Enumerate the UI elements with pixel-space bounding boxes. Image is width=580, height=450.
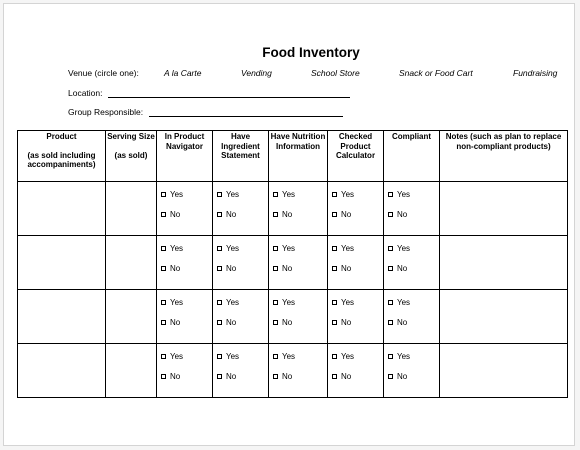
yes-label: Yes bbox=[226, 297, 240, 307]
header-product-label: Product bbox=[46, 132, 77, 141]
notes-cell[interactable] bbox=[440, 236, 568, 290]
no-option[interactable] bbox=[217, 317, 268, 327]
checkbox-icon[interactable] bbox=[217, 354, 222, 359]
yes-no-group bbox=[269, 236, 327, 273]
header-serving-size bbox=[106, 131, 157, 182]
checkbox-icon[interactable] bbox=[217, 266, 222, 271]
yes-label: Yes bbox=[226, 189, 240, 199]
yes-no-group bbox=[213, 290, 268, 327]
venue-option-school-store[interactable]: School Store bbox=[311, 68, 360, 78]
document-title: Food Inventory bbox=[262, 45, 360, 60]
checkbox-icon[interactable] bbox=[388, 212, 393, 217]
no-option[interactable] bbox=[332, 317, 383, 327]
checkbox-icon[interactable] bbox=[217, 246, 222, 251]
no-option[interactable] bbox=[161, 371, 212, 381]
no-option[interactable] bbox=[332, 263, 383, 273]
yes-option[interactable] bbox=[161, 297, 212, 307]
header-serving-size-label: Serving Size bbox=[107, 132, 155, 141]
yes-label: Yes bbox=[170, 189, 184, 199]
yes-label: Yes bbox=[282, 189, 296, 199]
yes-no-group bbox=[328, 182, 383, 219]
yes-option[interactable] bbox=[161, 189, 212, 199]
header-in-product-navigator: In Product Navigator bbox=[157, 131, 213, 182]
no-option[interactable] bbox=[388, 317, 439, 327]
header-product-calculator: Checked Product Calculator bbox=[328, 131, 384, 182]
no-option[interactable] bbox=[161, 263, 212, 273]
yes-label: Yes bbox=[226, 243, 240, 253]
yes-no-group bbox=[269, 290, 327, 327]
yes-label: Yes bbox=[397, 351, 411, 361]
yes-option[interactable] bbox=[217, 243, 268, 253]
checkbox-icon[interactable] bbox=[161, 266, 166, 271]
checkbox-icon[interactable] bbox=[161, 212, 166, 217]
yes-no-group bbox=[157, 290, 212, 327]
yes-no-cell bbox=[157, 344, 213, 398]
yes-label: Yes bbox=[341, 351, 355, 361]
location-label: Location: bbox=[68, 88, 103, 98]
checkbox-icon[interactable] bbox=[388, 266, 393, 271]
serving-size-cell[interactable] bbox=[106, 290, 157, 344]
no-option[interactable] bbox=[217, 263, 268, 273]
yes-option[interactable] bbox=[273, 351, 327, 361]
checkbox-icon[interactable] bbox=[332, 320, 337, 325]
yes-option[interactable] bbox=[332, 189, 383, 199]
yes-option[interactable] bbox=[388, 189, 439, 199]
checkbox-icon[interactable] bbox=[273, 192, 278, 197]
yes-option[interactable] bbox=[273, 243, 327, 253]
no-label: No bbox=[282, 263, 293, 273]
header-nutrition-information: Have Nutrition Information bbox=[269, 131, 328, 182]
yes-option[interactable] bbox=[273, 297, 327, 307]
checkbox-icon[interactable] bbox=[388, 354, 393, 359]
serving-size-cell[interactable] bbox=[106, 236, 157, 290]
group-responsible-input-line[interactable] bbox=[149, 107, 343, 117]
notes-cell[interactable] bbox=[440, 290, 568, 344]
no-option[interactable] bbox=[388, 263, 439, 273]
group-responsible-label: Group Responsible: bbox=[68, 107, 144, 117]
product-cell[interactable] bbox=[18, 344, 106, 398]
yes-no-group bbox=[213, 236, 268, 273]
table-row bbox=[18, 290, 568, 344]
yes-option[interactable] bbox=[217, 297, 268, 307]
checkbox-icon[interactable] bbox=[217, 300, 222, 305]
no-label: No bbox=[397, 371, 408, 381]
checkbox-icon[interactable] bbox=[217, 320, 222, 325]
yes-option[interactable] bbox=[217, 189, 268, 199]
yes-option[interactable] bbox=[273, 189, 327, 199]
notes-cell[interactable] bbox=[440, 182, 568, 236]
yes-label: Yes bbox=[341, 189, 355, 199]
no-label: No bbox=[341, 371, 352, 381]
yes-option[interactable] bbox=[332, 351, 383, 361]
header-notes: Notes (such as plan to replace non-compliant products) bbox=[440, 131, 568, 182]
yes-label: Yes bbox=[170, 243, 184, 253]
yes-no-group bbox=[384, 290, 439, 327]
yes-no-group bbox=[157, 236, 212, 273]
yes-label: Yes bbox=[282, 351, 296, 361]
checkbox-icon[interactable] bbox=[273, 300, 278, 305]
checkbox-icon[interactable] bbox=[388, 374, 393, 379]
no-option[interactable] bbox=[273, 371, 327, 381]
product-cell[interactable] bbox=[18, 290, 106, 344]
yes-option[interactable] bbox=[388, 351, 439, 361]
checkbox-icon[interactable] bbox=[388, 320, 393, 325]
no-label: No bbox=[226, 209, 237, 219]
yes-no-cell bbox=[157, 182, 213, 236]
no-label: No bbox=[282, 317, 293, 327]
no-option[interactable] bbox=[273, 317, 327, 327]
no-label: No bbox=[170, 263, 181, 273]
checkbox-icon[interactable] bbox=[273, 374, 278, 379]
checkbox-icon[interactable] bbox=[273, 266, 278, 271]
no-label: No bbox=[397, 263, 408, 273]
checkbox-icon[interactable] bbox=[161, 354, 166, 359]
header-product-sub: (as sold including accompaniments) bbox=[27, 150, 96, 169]
venue-option-fundraising[interactable]: Fundraising bbox=[513, 68, 558, 78]
checkbox-icon[interactable] bbox=[273, 354, 278, 359]
venue-label: Venue (circle one): bbox=[68, 68, 139, 78]
no-label: No bbox=[226, 317, 237, 327]
yes-no-group bbox=[328, 344, 383, 381]
yes-label: Yes bbox=[397, 243, 411, 253]
no-label: No bbox=[226, 371, 237, 381]
yes-no-cell bbox=[269, 182, 328, 236]
yes-no-cell bbox=[384, 344, 440, 398]
yes-option[interactable] bbox=[161, 243, 212, 253]
inventory-table bbox=[17, 130, 568, 398]
no-label: No bbox=[170, 371, 181, 381]
yes-label: Yes bbox=[341, 297, 355, 307]
checkbox-icon[interactable] bbox=[161, 246, 166, 251]
no-label: No bbox=[282, 371, 293, 381]
table-row bbox=[18, 182, 568, 236]
serving-size-cell[interactable] bbox=[106, 344, 157, 398]
checkbox-icon[interactable] bbox=[217, 192, 222, 197]
yes-label: Yes bbox=[282, 297, 296, 307]
header-serving-size-sub: (as sold) bbox=[114, 150, 148, 160]
yes-option[interactable] bbox=[332, 243, 383, 253]
serving-size-cell[interactable] bbox=[106, 182, 157, 236]
checkbox-icon[interactable] bbox=[161, 374, 166, 379]
yes-no-group bbox=[328, 290, 383, 327]
no-label: No bbox=[397, 209, 408, 219]
no-option[interactable] bbox=[273, 209, 327, 219]
no-label: No bbox=[170, 209, 181, 219]
notes-cell[interactable] bbox=[440, 344, 568, 398]
venue-option-snack-cart[interactable]: Snack or Food Cart bbox=[399, 68, 473, 78]
yes-label: Yes bbox=[170, 351, 184, 361]
group-responsible-row bbox=[68, 107, 343, 117]
location-row bbox=[68, 88, 350, 98]
yes-label: Yes bbox=[397, 297, 411, 307]
venue-option-vending[interactable]: Vending bbox=[241, 68, 272, 78]
no-option[interactable] bbox=[161, 209, 212, 219]
no-option[interactable] bbox=[332, 371, 383, 381]
yes-no-group bbox=[213, 344, 268, 381]
product-cell[interactable] bbox=[18, 236, 106, 290]
yes-label: Yes bbox=[282, 243, 296, 253]
yes-option[interactable] bbox=[388, 243, 439, 253]
yes-no-cell bbox=[328, 236, 384, 290]
checkbox-icon[interactable] bbox=[332, 212, 337, 217]
yes-no-cell bbox=[384, 182, 440, 236]
checkbox-icon[interactable] bbox=[217, 374, 222, 379]
no-label: No bbox=[226, 263, 237, 273]
yes-no-group bbox=[328, 236, 383, 273]
no-option[interactable] bbox=[388, 371, 439, 381]
checkbox-icon[interactable] bbox=[332, 300, 337, 305]
no-label: No bbox=[282, 209, 293, 219]
yes-no-group bbox=[157, 182, 212, 219]
yes-no-group bbox=[269, 344, 327, 381]
yes-option[interactable] bbox=[217, 351, 268, 361]
checkbox-icon[interactable] bbox=[217, 212, 222, 217]
yes-no-cell bbox=[384, 236, 440, 290]
no-option[interactable] bbox=[332, 209, 383, 219]
checkbox-icon[interactable] bbox=[332, 192, 337, 197]
location-input-line[interactable] bbox=[108, 88, 350, 98]
checkbox-icon[interactable] bbox=[273, 320, 278, 325]
yes-label: Yes bbox=[397, 189, 411, 199]
yes-no-cell bbox=[157, 236, 213, 290]
yes-no-cell bbox=[328, 182, 384, 236]
yes-no-cell bbox=[328, 290, 384, 344]
venue-option-a-la-carte[interactable]: A la Carte bbox=[164, 68, 202, 78]
no-label: No bbox=[341, 209, 352, 219]
no-option[interactable] bbox=[217, 371, 268, 381]
no-label: No bbox=[341, 317, 352, 327]
yes-label: Yes bbox=[226, 351, 240, 361]
table-header-row bbox=[18, 131, 568, 182]
checkbox-icon[interactable] bbox=[161, 192, 166, 197]
yes-no-group bbox=[384, 236, 439, 273]
checkbox-icon[interactable] bbox=[388, 300, 393, 305]
yes-no-cell bbox=[213, 290, 269, 344]
checkbox-icon[interactable] bbox=[273, 246, 278, 251]
yes-no-cell bbox=[213, 344, 269, 398]
no-option[interactable] bbox=[217, 209, 268, 219]
yes-no-group bbox=[269, 182, 327, 219]
yes-no-cell bbox=[269, 290, 328, 344]
yes-no-group bbox=[384, 344, 439, 381]
yes-no-group bbox=[157, 344, 212, 381]
yes-no-cell bbox=[157, 290, 213, 344]
yes-no-cell bbox=[269, 344, 328, 398]
yes-no-group bbox=[213, 182, 268, 219]
no-option[interactable] bbox=[388, 209, 439, 219]
yes-no-cell bbox=[269, 236, 328, 290]
no-label: No bbox=[397, 317, 408, 327]
no-label: No bbox=[170, 317, 181, 327]
yes-option[interactable] bbox=[161, 351, 212, 361]
checkbox-icon[interactable] bbox=[388, 192, 393, 197]
checkbox-icon[interactable] bbox=[161, 300, 166, 305]
yes-no-cell bbox=[328, 344, 384, 398]
checkbox-icon[interactable] bbox=[273, 212, 278, 217]
checkbox-icon[interactable] bbox=[388, 246, 393, 251]
checkbox-icon[interactable] bbox=[332, 246, 337, 251]
no-option[interactable] bbox=[161, 317, 212, 327]
header-ingredient-statement: Have Ingredient Statement bbox=[213, 131, 269, 182]
yes-no-group bbox=[384, 182, 439, 219]
table-row bbox=[18, 344, 568, 398]
no-option[interactable] bbox=[273, 263, 327, 273]
document-page bbox=[3, 3, 575, 446]
yes-label: Yes bbox=[341, 243, 355, 253]
checkbox-icon[interactable] bbox=[332, 266, 337, 271]
yes-no-cell bbox=[213, 236, 269, 290]
product-cell[interactable] bbox=[18, 182, 106, 236]
checkbox-icon[interactable] bbox=[332, 374, 337, 379]
yes-option[interactable] bbox=[332, 297, 383, 307]
yes-no-cell bbox=[213, 182, 269, 236]
yes-option[interactable] bbox=[388, 297, 439, 307]
checkbox-icon[interactable] bbox=[332, 354, 337, 359]
header-compliant: Compliant bbox=[384, 131, 440, 182]
header-product bbox=[18, 131, 106, 182]
table-row bbox=[18, 236, 568, 290]
yes-no-cell bbox=[384, 290, 440, 344]
no-label: No bbox=[341, 263, 352, 273]
yes-label: Yes bbox=[170, 297, 184, 307]
checkbox-icon[interactable] bbox=[161, 320, 166, 325]
